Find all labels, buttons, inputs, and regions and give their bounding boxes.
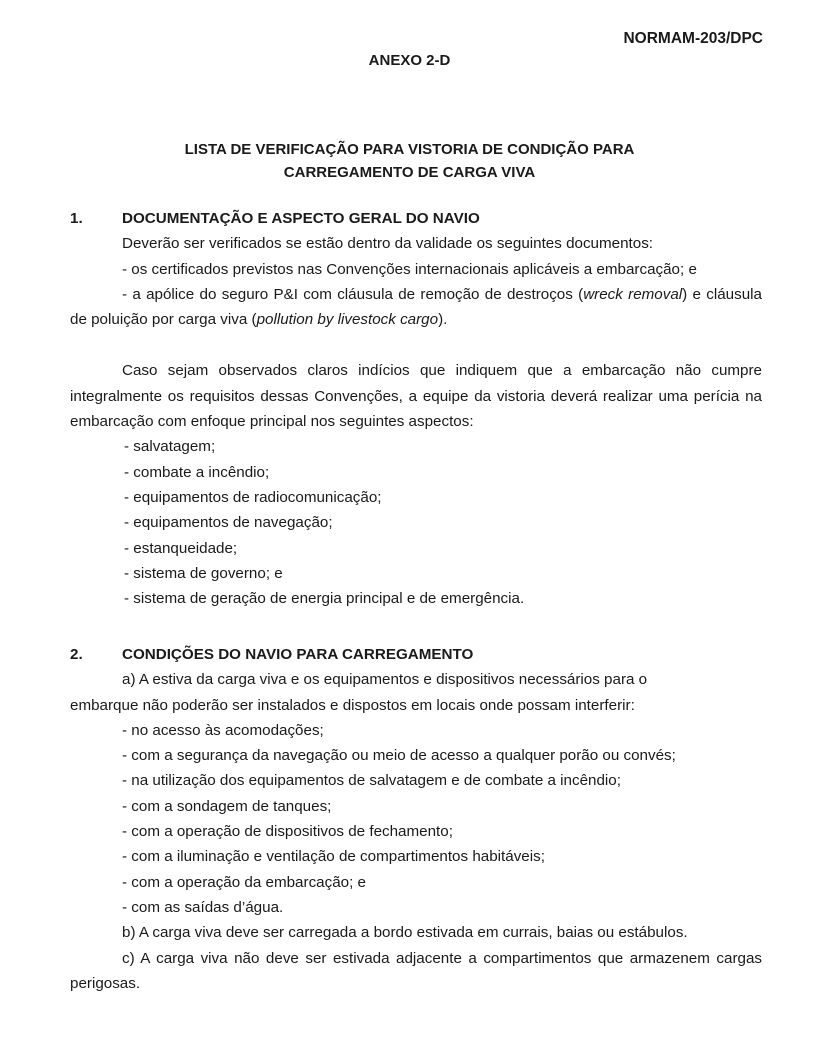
list-item: - no acesso às acomodações; xyxy=(122,721,324,739)
list-item: - combate a incêndio; xyxy=(124,463,270,481)
section-2-number: 2. xyxy=(70,646,83,663)
insurance-text-1: - a apólice do seguro P&I com cláusula de remoção de destroços ( xyxy=(122,285,584,303)
section-2-title: CONDIÇÕES DO NAVIO PARA CARREGAMENTO xyxy=(122,646,474,663)
section-1 xyxy=(70,206,762,611)
section-1-number: 1. xyxy=(70,210,83,227)
aspect-list xyxy=(70,434,762,611)
section-1-intro: Deverão ser verificados se estão dentro da validade os seguintes documentos: xyxy=(122,235,654,253)
item-c: c) A carga viva não deve ser estivada adjacente a compartimentos que armazenem cargas perigosas. xyxy=(70,949,762,992)
title-line-2: CARREGAMENTO DE CARGA VIVA xyxy=(283,164,536,181)
document-code: NORMAM-203/DPC xyxy=(623,30,763,47)
list-item: - com as saídas d’água. xyxy=(122,898,284,916)
document-title xyxy=(0,138,819,184)
interference-list xyxy=(70,718,762,920)
item-a-line-1: a) A estiva da carga viva e os equipamentos e dispositivos necessários para o xyxy=(122,671,648,689)
list-item: - sistema de geração de energia principal e de emergência. xyxy=(124,590,525,608)
insurance-text-2: ) e cláusula de poluição por carga viva ( xyxy=(70,285,762,329)
list-item: - com a operação de dispositivos de fechamento; xyxy=(122,823,453,841)
list-item: - com a operação da embarcação; e xyxy=(122,873,366,891)
section-2-heading xyxy=(70,642,762,667)
section-2 xyxy=(70,642,762,996)
annex-label: ANEXO 2-D xyxy=(368,52,451,69)
doc-item-certificates: - os certificados previstos nas Convenções internacionais aplicáveis a embarcação; e xyxy=(122,260,697,278)
list-item: - com a sondagem de tanques; xyxy=(122,797,332,815)
list-item: - estanqueidade; xyxy=(124,539,238,557)
item-a-line-2: embarque não poderão ser instalados e dispostos em locais onde possam interferir: xyxy=(70,696,635,714)
insurance-text-3: ). xyxy=(438,311,448,329)
section-1-title: DOCUMENTAÇÃO E ASPECTO GERAL DO NAVIO xyxy=(122,210,480,227)
list-item: - equipamentos de radiocomunicação; xyxy=(124,488,382,506)
inspection-paragraph: Caso sejam observados claros indícios que indiquem que a embarcação não cumpre integralmente os requisitos dessas Convenções, a equipe da vistoria deverá realizar uma perícia na embarcação com enfoque principal nos seguintes aspectos: xyxy=(70,362,762,431)
wreck-removal-term: wreck removal xyxy=(583,285,683,303)
list-item: - sistema de governo; e xyxy=(124,564,283,582)
list-item: - na utilização dos equipamentos de salvatagem e de combate a incêndio; xyxy=(122,772,621,790)
doc-item-insurance xyxy=(70,282,762,333)
title-line-1: LISTA DE VERIFICAÇÃO PARA VISTORIA DE CONDIÇÃO PARA xyxy=(184,141,635,158)
pollution-term: pollution by livestock cargo xyxy=(256,311,439,329)
item-b: b) A carga viva deve ser carregada a bordo estivada em currais, baias ou estábulos. xyxy=(122,924,688,942)
section-1-heading xyxy=(70,206,762,231)
list-item: - salvatagem; xyxy=(124,438,216,456)
list-item: - com a segurança da navegação ou meio de acesso a qualquer porão ou convés; xyxy=(122,747,676,765)
list-item: - equipamentos de navegação; xyxy=(124,514,333,532)
list-item: - com a iluminação e ventilação de compartimentos habitáveis; xyxy=(122,848,545,866)
